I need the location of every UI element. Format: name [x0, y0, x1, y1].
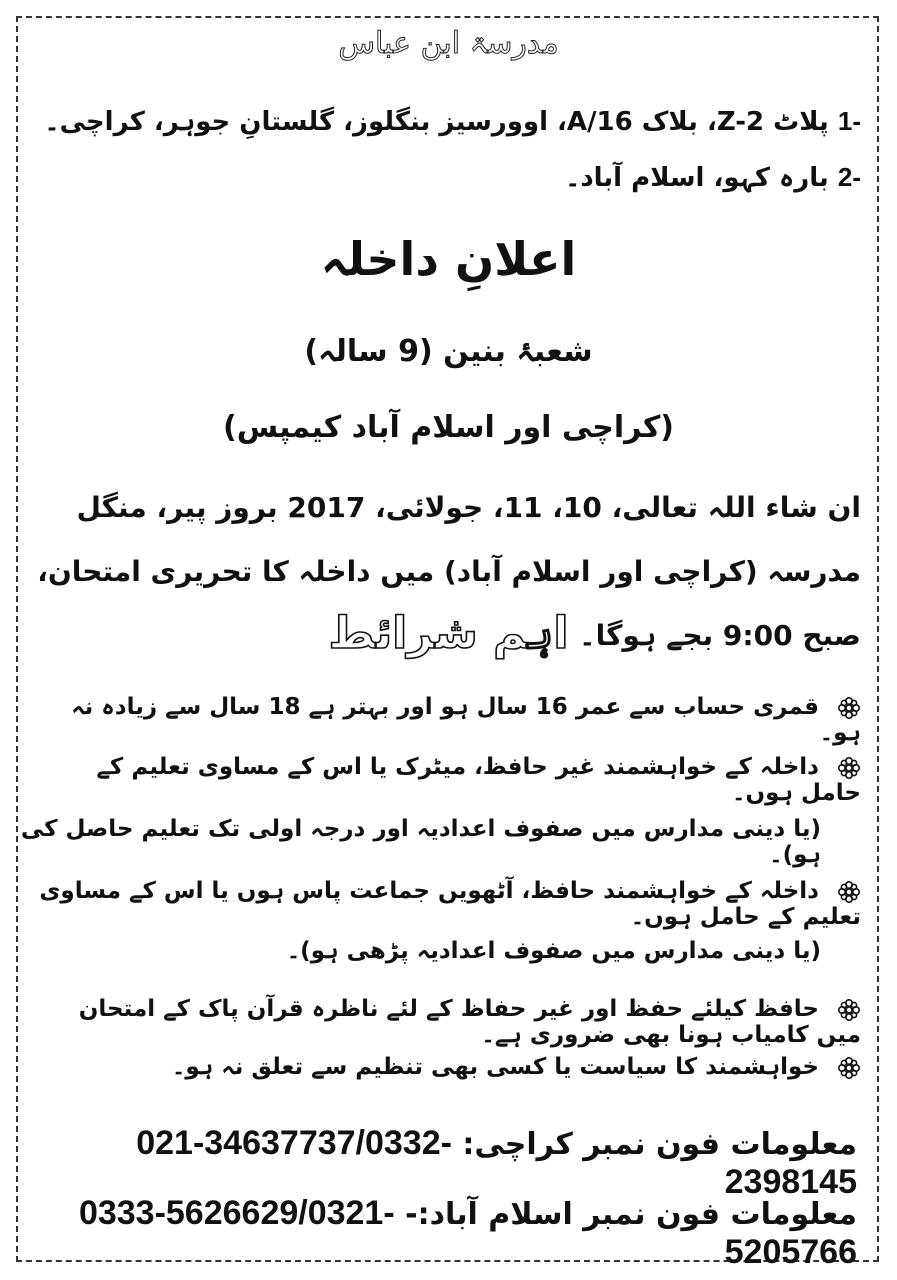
condition-5-text: خواہشمند کا سیاست یا کسی بھی تنظیم سے تعلق نہ ہو۔ — [171, 1054, 819, 1080]
condition-2 — [31, 754, 861, 806]
madrasa-logo: مدرسۃ ابن عباس — [338, 26, 559, 61]
address-1-text: پلاٹ Z-2، بلاک 16/A، اوورسیز بنگلوز، گلستانِ جوہر، کراچی۔ — [44, 107, 829, 137]
contact-karachi-label: معلومات فون نمبر کراچی: — [462, 1127, 857, 1162]
condition-3 — [31, 878, 861, 930]
condition-4-text: حافظ کیلئے حفظ اور غیر حفاظ کے لئے ناظرہ قرآن پاک کے امتحان میں کامیاب ہونا بھی ضروری ہے۔ — [78, 996, 861, 1048]
flower-icon — [837, 1056, 861, 1080]
address-1-number: -1 — [837, 106, 861, 136]
condition-5 — [31, 1054, 861, 1080]
address-2-number: -2 — [837, 162, 861, 192]
address-2 — [565, 162, 861, 193]
condition-1 — [31, 694, 861, 746]
condition-2-text: داخلہ کے خواہشمند غیر حافظ، میٹرک یا اس کے مساوی تعلیم کے حامل ہوں۔ — [96, 754, 861, 806]
contact-karachi — [27, 1124, 857, 1202]
flower-icon — [837, 880, 861, 904]
condition-3-text: داخلہ کے خواہشمند حافظ، آٹھویں جماعت پاس ہوں یا اس کے مساوی تعلیم کے حامل ہوں۔ — [39, 878, 861, 930]
condition-1-text: قمری حساب سے عمر 16 سال ہو اور بہتر ہے 18 سال سے زیادہ نہ ہو۔ — [71, 694, 861, 746]
page-title: اعلانِ داخلہ — [320, 232, 577, 286]
contact-karachi-phone: 021-34637737/0332-2398145 — [136, 1124, 857, 1201]
condition-4 — [31, 996, 861, 1048]
flower-icon — [837, 696, 861, 720]
contact-islamabad-phone: 0333-5626629/0321-5205766 — [78, 1194, 857, 1271]
conditions-heading: اہم شرائط — [328, 608, 569, 659]
address-1 — [44, 106, 861, 137]
flower-icon — [837, 756, 861, 780]
campus-line: (کراچی اور اسلام آباد کیمپس) — [223, 410, 674, 445]
contact-islamabad — [27, 1194, 857, 1272]
flower-icon — [837, 998, 861, 1022]
condition-3-note: (یا دینی مدارس میں صفوف اعدادیہ پڑھی ہو)۔ — [286, 938, 821, 964]
address-2-text: بارہ کہو، اسلام آباد۔ — [565, 163, 829, 193]
announcement-text: ان شاء اللہ تعالی، 10، 11، جولائی، 2017 بروز پیر، منگل مدرسہ (کراچی اور اسلام آباد) میں داخلہ کا تحریری امتحان، صبح 9:00 بجے ہوگا۔ — [37, 491, 861, 652]
subtitle: شعبۂ بنین (9 سالہ) — [304, 334, 593, 369]
condition-2-note: (یا دینی مدارس میں صفوف اعدادیہ اور درجہ اولی تک تعلیم حاصل کی ہو)۔ — [20, 816, 821, 868]
contact-islamabad-label: معلومات فون نمبر اسلام آباد:- — [405, 1197, 857, 1232]
